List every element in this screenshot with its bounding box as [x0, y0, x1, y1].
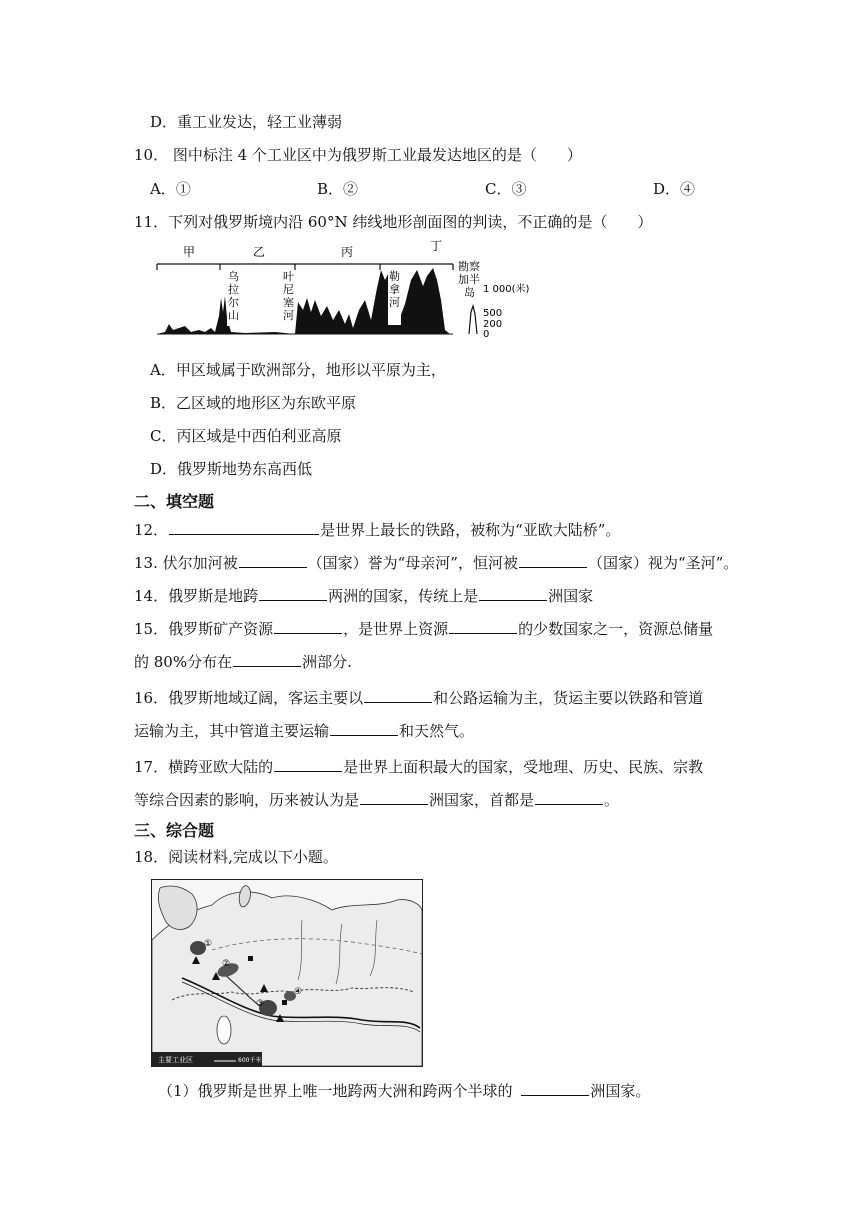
q11-option-c: C．丙区域是中西伯利亚高原 [150, 427, 342, 445]
q11-option-b: B．乙区域的地形区为东欧平原 [150, 394, 357, 412]
q10-options [150, 179, 710, 199]
q16-blank-2[interactable] [330, 720, 398, 736]
q14-blank-1[interactable] [259, 585, 327, 601]
q9-option-d: D．重工业发达，轻工业薄弱 [150, 113, 343, 131]
q15-blank-1[interactable] [274, 618, 342, 634]
q10-stem: 10． 图中标注 4 个工业区中为俄罗斯工业最发达地区的是（ ） [134, 146, 582, 164]
q11-option-d: D．俄罗斯地势东高西低 [150, 460, 313, 478]
region-bing: 丙 [341, 245, 354, 259]
q12-blank[interactable] [169, 519, 319, 535]
region-ding: 丁 [430, 240, 443, 253]
region-yi: 乙 [253, 245, 266, 259]
section-fill-in-title: 二、填空题 [134, 492, 215, 511]
region-jia: 甲 [183, 245, 196, 259]
q16-line-2: 运输为主，其中管道主要运输 和天然气。 [134, 722, 475, 740]
q13: 13. 伏尔加河被 （国家）誉为“母亲河”，恒河被 （国家）视为“圣河”。 [134, 554, 739, 572]
scale-500: 500 [483, 308, 503, 319]
terrain-silhouette [157, 268, 450, 334]
q16-line-1: 16．俄罗斯地域辽阔，客运主要以 和公路运输为主，货运主要以铁路和管道 [134, 689, 704, 707]
q10-option-a: A．① [150, 180, 191, 198]
q15-line-1: 15．俄罗斯矿产资源 ，是世界上资源 的少数国家之一，资源总储量 [134, 620, 714, 638]
label-lena: 勒拿河 [389, 270, 400, 309]
q14: 14．俄罗斯是地跨 两洲的国家，传统上是 洲国家 [134, 587, 594, 605]
label-yenisei: 叶尼塞河 [283, 270, 294, 322]
marker-2: ② [222, 959, 231, 969]
q17-line-1: 17．横跨亚欧大陆的 是世界上面积最大的国家，受地理、历史、民族、宗教 [134, 758, 704, 776]
q15-line-2: 的 80%分布在 洲部分. [134, 653, 352, 671]
label-kamchatka: 勘察加半岛 [458, 260, 480, 299]
terrain-profile-figure [155, 240, 550, 340]
q15-blank-2[interactable] [449, 618, 517, 634]
label-ural: 乌拉尔山 [228, 270, 239, 322]
marker-3: ③ [256, 999, 265, 1009]
marker-1: ① [204, 939, 213, 949]
q12: 12． 是世界上最长的铁路，被称为“亚欧大陆桥”。 [134, 521, 621, 539]
scale-unit: 1 000(米) [483, 284, 530, 295]
q11-option-a: A．甲区域属于欧洲部分，地形以平原为主， [150, 361, 446, 379]
q17-line-2: 等综合因素的影响，历来被认为是 洲国家，首都是 。 [134, 791, 620, 809]
russia-map-figure [151, 879, 423, 1067]
q13-blank-2[interactable] [519, 552, 587, 568]
q17-blank-3[interactable] [535, 789, 603, 805]
marker-4: ④ [294, 987, 303, 997]
q10-option-b: B．② [317, 180, 359, 198]
scale-0: 0 [483, 329, 490, 340]
section-comprehensive-title: 三、综合题 [134, 821, 215, 840]
q18-stem: 18．阅读材料,完成以下小题。 [134, 848, 338, 866]
q18-sub1: （1）俄罗斯是世界上唯一地跨两大洲和跨两个半球的 洲国家。 [158, 1082, 651, 1100]
q18-sub1-blank[interactable] [521, 1080, 589, 1096]
map-legend: 主要工业区 [158, 1056, 193, 1064]
q10-option-d: D．④ [653, 180, 696, 198]
map-scale: 600千米 [238, 1057, 262, 1064]
q11-stem: 11．下列对俄罗斯境内沿 60°N 纬线地形剖面图的判读，不正确的是（ ） [134, 213, 653, 231]
q13-blank-1[interactable] [239, 552, 307, 568]
q17-blank-2[interactable] [360, 789, 428, 805]
q17-blank-1[interactable] [274, 756, 342, 772]
terrain-profile-svg [155, 240, 550, 340]
q16-blank-1[interactable] [364, 687, 432, 703]
q14-blank-2[interactable] [479, 585, 547, 601]
scale-200: 200 [483, 319, 503, 330]
q10-option-c: C．③ [485, 180, 527, 198]
russia-map-svg [152, 880, 422, 1066]
q15-blank-3[interactable] [233, 651, 301, 667]
